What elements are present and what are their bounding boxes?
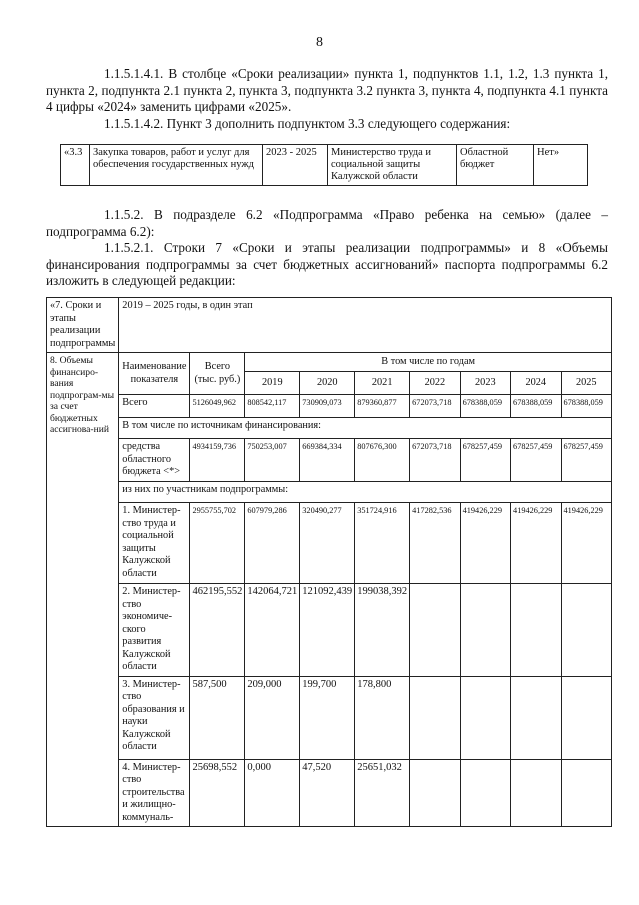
years-header: В том числе по годам bbox=[245, 353, 612, 372]
table-row bbox=[47, 353, 612, 372]
paragraph-1-1-5-1-4-2: 1.1.5.1.4.2. Пункт 3 дополнить подпунктом 3.3 следующего содержания: bbox=[104, 116, 511, 131]
participant-label: 1. Министер-ство труда и социальной защиты Калужской области bbox=[119, 503, 190, 584]
participant-value: 199,700 bbox=[300, 676, 355, 759]
table-row bbox=[61, 145, 588, 186]
participant-value: 199038,392 bbox=[355, 584, 410, 677]
year-2022: 2022 bbox=[410, 372, 460, 395]
row7-value: 2019 – 2025 годы, в один этап bbox=[119, 298, 612, 353]
passport-table bbox=[46, 297, 612, 827]
row-executor: Министерство труда и социальной защиты Калужской области bbox=[328, 145, 457, 186]
participant-value bbox=[561, 676, 612, 759]
table-row bbox=[47, 503, 612, 584]
regional-row-value: 678257,459 bbox=[460, 439, 510, 482]
row-number: «3.3 bbox=[61, 145, 90, 186]
column-name-header: Наименование показателя bbox=[119, 353, 190, 395]
total-row-value: 879360,877 bbox=[355, 395, 410, 418]
table-row bbox=[47, 439, 612, 482]
table-row bbox=[47, 298, 612, 353]
regional-row-value: 678257,459 bbox=[561, 439, 612, 482]
paragraph-1-1-5-1-4-1: 1.1.5.1.4.1. В столбце «Сроки реализации» пункта 1, подпунктов 1.1, 1.2, 1.3 пункта 1, пункта 2, подпункта 2.1 пункта 2, пункта 3, подпункта 3.2 пункта 3, пункта 4, подпункта 4.1 пункта 4 цифры «2024» заменить цифрами «2025». bbox=[46, 66, 608, 114]
regional-row-total: 4934159,736 bbox=[190, 439, 245, 482]
participant-label: 2. Министер-ство экономиче-ского развития Калужской области bbox=[119, 584, 190, 677]
regional-row-value: 678257,459 bbox=[511, 439, 561, 482]
participant-label: 4. Министер-ство строительства и жилищно-коммуналь- bbox=[119, 759, 190, 827]
row8-label: 8. Объемы финансиро-вания подпрограм-мы за счет бюджетных ассигнова-ний bbox=[47, 353, 119, 827]
participant-value bbox=[511, 759, 561, 827]
participant-value bbox=[561, 584, 612, 677]
regional-row-value: 807676,300 bbox=[355, 439, 410, 482]
participant-total: 462195,552 bbox=[190, 584, 245, 677]
participant-value bbox=[410, 676, 460, 759]
participant-total: 2955755,702 bbox=[190, 503, 245, 584]
row-flag: Нет» bbox=[534, 145, 588, 186]
column-total-header: Всего (тыс. руб.) bbox=[190, 353, 245, 395]
year-2020: 2020 bbox=[300, 372, 355, 395]
participant-value: 142064,721 bbox=[245, 584, 300, 677]
participant-value: 178,800 bbox=[355, 676, 410, 759]
table-row bbox=[47, 759, 612, 827]
participant-value: 419426,229 bbox=[460, 503, 510, 584]
total-row-value: 678388,059 bbox=[561, 395, 612, 418]
paragraph-1-1-5-2-1: 1.1.5.2.1. Строки 7 «Сроки и этапы реализации подпрограммы» и 8 «Объемы финансирования подпрограммы за счет бюджетных ассигнований» паспорта подпрограммы 6.2 изложить в следующей редакции: bbox=[46, 240, 608, 288]
year-2023: 2023 bbox=[460, 372, 510, 395]
year-2024: 2024 bbox=[511, 372, 561, 395]
participant-value: 0,000 bbox=[245, 759, 300, 827]
total-row-value: 678388,059 bbox=[460, 395, 510, 418]
insert-row-table bbox=[60, 144, 588, 186]
total-row-value: 730909,073 bbox=[300, 395, 355, 418]
participant-value: 320490,277 bbox=[300, 503, 355, 584]
participant-label: 3. Министер-ство образования и науки Калужской области bbox=[119, 676, 190, 759]
participant-value bbox=[460, 676, 510, 759]
participant-value bbox=[511, 676, 561, 759]
participant-value bbox=[460, 759, 510, 827]
participant-total: 25698,552 bbox=[190, 759, 245, 827]
year-2019: 2019 bbox=[245, 372, 300, 395]
participant-value: 351724,916 bbox=[355, 503, 410, 584]
row-period: 2023 - 2025 bbox=[263, 145, 328, 186]
participant-value: 417282,536 bbox=[410, 503, 460, 584]
participant-value: 25651,032 bbox=[355, 759, 410, 827]
regional-row-value: 750253,007 bbox=[245, 439, 300, 482]
regional-row-value: 672073,718 bbox=[410, 439, 460, 482]
table-row bbox=[47, 395, 612, 418]
participant-value: 419426,229 bbox=[561, 503, 612, 584]
table-row bbox=[47, 418, 612, 439]
regional-row-label: средства областного бюджета <*> bbox=[119, 439, 190, 482]
participant-value: 607979,286 bbox=[245, 503, 300, 584]
year-2025: 2025 bbox=[561, 372, 612, 395]
total-row-value: 808542,117 bbox=[245, 395, 300, 418]
participant-value: 209,000 bbox=[245, 676, 300, 759]
table-row bbox=[47, 482, 612, 503]
row-event-name: Закупка товаров, работ и услуг для обеспечения государственных нужд bbox=[90, 145, 263, 186]
participant-value bbox=[511, 584, 561, 677]
participant-value bbox=[561, 759, 612, 827]
total-row-total: 5126049,962 bbox=[190, 395, 245, 418]
paragraph-1-1-5-2: 1.1.5.2. В подразделе 6.2 «Подпрограмма «Право ребенка на семью» (далее – подпрограмма 6.2): bbox=[46, 207, 608, 239]
total-row-value: 672073,718 bbox=[410, 395, 460, 418]
row-funding-source: Областной бюджет bbox=[457, 145, 534, 186]
total-row-value: 678388,059 bbox=[511, 395, 561, 418]
year-2021: 2021 bbox=[355, 372, 410, 395]
participant-value: 419426,229 bbox=[511, 503, 561, 584]
participant-value bbox=[410, 584, 460, 677]
participant-value bbox=[410, 759, 460, 827]
table-row bbox=[47, 584, 612, 677]
total-row-label: Всего bbox=[119, 395, 190, 418]
participant-value: 47,520 bbox=[300, 759, 355, 827]
page-number: 8 bbox=[316, 35, 323, 50]
participant-total: 587,500 bbox=[190, 676, 245, 759]
regional-row-value: 669384,334 bbox=[300, 439, 355, 482]
row7-label: «7. Сроки и этапы реализации подпрограммы bbox=[47, 298, 119, 353]
by-source-label: В том числе по источникам финансирования: bbox=[119, 418, 612, 439]
participant-value bbox=[460, 584, 510, 677]
table-row bbox=[47, 676, 612, 759]
participant-value: 121092,439 bbox=[300, 584, 355, 677]
by-participant-label: из них по участникам подпрограммы: bbox=[119, 482, 612, 503]
